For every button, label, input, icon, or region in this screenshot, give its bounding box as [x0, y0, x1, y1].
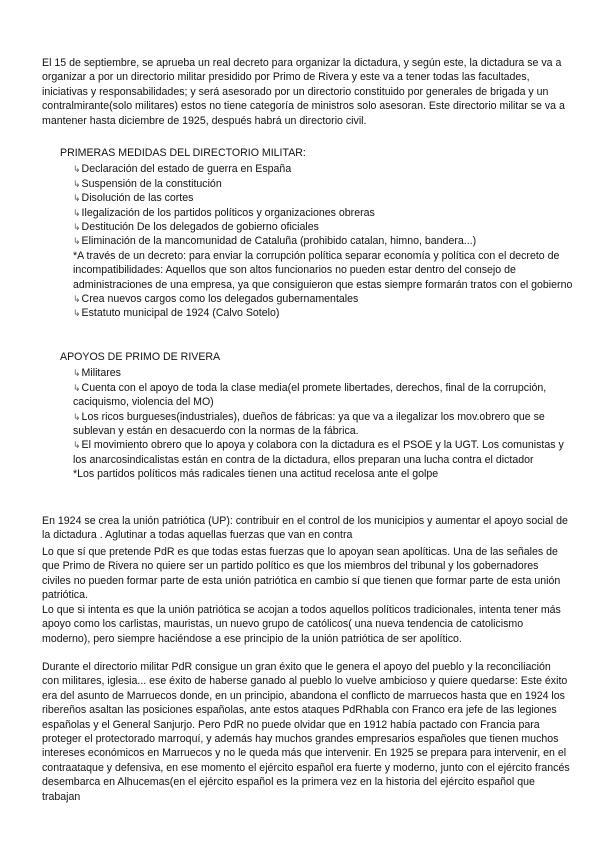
list-item — [73, 366, 575, 380]
intro-paragraph: El 15 de septiembre, se aprueba un real decreto para organizar la dictadura, y según este, la dictadura se va a organizar a por un directorio militar presidido por Primo de Rivera y este va a tener todas las facultades, iniciativas y responsabilidades; y será asesorado por un directorio constituido por generales de brigada y un contralmirante(solo militares) estos no tiene categoría de ministros solo asesoran. Este directorio militar se va a mantener hasta diciembre de 1925, después habrá un directorio civil. — [42, 57, 565, 127]
list-item-text: Estatuto municipal de 1924 (Calvo Sotelo) — [81, 307, 280, 320]
medidas-list — [60, 162, 575, 320]
list-item-text: Declaración del estado de guerra en España — [81, 163, 292, 176]
arrow-icon: ↳ — [73, 308, 81, 319]
list-item — [73, 438, 575, 467]
list-item — [73, 249, 575, 292]
arrow-icon: ↳ — [73, 164, 81, 175]
list-item-text: Cuenta con el apoyo de toda la clase media(el promete libertades, derechos, final de la corrupción, caciquismo, violencia del MO) — [73, 381, 547, 409]
list-item-text: Militares — [81, 367, 121, 380]
arrow-icon: ↳ — [73, 382, 81, 393]
medidas-heading: PRIMERAS MEDIDAS DEL DIRECTORIO MILITAR: — [60, 147, 306, 159]
list-item-text: Crea nuevos cargos como los delegados gubernamentales — [81, 293, 359, 306]
list-item-text: Destitución De los delegados de gobierno oficiales — [81, 221, 319, 234]
list-item — [73, 206, 575, 220]
marruecos-paragraph: Durante el directorio militar PdR consigue un gran éxito que le genera el apoyo del pueblo y la reconciliación con militares, iglesia... ese éxito de haberse ganado al pueblo lo vuelve ambicioso y quiere quedarse: Este éxito era del asunto de Marruecos donde, en un principio, abandona el conflicto de marruecos hasta que en 1924 los ribereños asaltan las posiciones españolas, ante estos ataques PdRhabla con Franco era jefe de las legiones españolas y el General Sanjurjo. Pero PdR no puede olvidar que en 1912 había pactado con Francia para proteger el protectorado marroquí, y además hay muchos grandes empresarios españoles que tienen muchos intereses económicos en Marruecos y no le queda más que intervenir. En 1925 se prepara para intervenir, en el contraataque y defensiva, en ese momento el ejército español era fuerte y moderno, junto con el ejército francés desembarca en Alhucemas(en el ejército español es la primera vez en la historia del ejército español que trabajan — [42, 661, 570, 803]
list-item-text: Ilegalización de los partidos políticos y organizaciones obreras — [81, 206, 375, 219]
arrow-icon: ↳ — [73, 207, 81, 218]
list-item — [73, 306, 575, 320]
list-item-text: *Los partidos políticos más radicales tienen una actitud recelosa ante el golpe — [73, 468, 439, 481]
list-item — [73, 467, 575, 481]
list-item-text: Eliminación de la mancomunidad de Cataluña (prohibido catalan, himno, bandera...) — [81, 235, 477, 248]
list-item-text: Suspensión de la constitución — [81, 177, 222, 190]
list-item — [73, 162, 575, 176]
medidas-section — [60, 146, 575, 321]
list-item — [73, 410, 575, 439]
list-item — [73, 177, 575, 191]
arrow-icon: ↳ — [73, 178, 81, 189]
union-patriotica-paragraph-3: Lo que si intenta es que la unión patriótica se acojan a todos aquellos políticos tradicionales, intenta tener más apoyo como los carlistas, mauristas, un nuevo grupo de católicos( una nueva tendencia de catolicismo moderno), pero siempre haciéndose a ese principio de la unión patriótica de ser apolítico. — [42, 604, 561, 645]
list-item-text: *A través de un decreto: para enviar la corrupción política separar economía y política con el decreto de incompatibilidades: Aquellos que son altos funcionarios no pueden estar dentro del consejo de administraciones de una empresa, ya que consiguieron que estas siempre formarán tratos con el gobierno — [73, 249, 573, 291]
apoyos-section — [60, 350, 575, 482]
arrow-icon: ↳ — [73, 368, 81, 379]
union-patriotica-paragraph-2: Lo que sí que pretende PdR es que todas estas fuerzas que lo apoyan sean apolíticas. Una de las señales de que Primo de Rivera no quiere ser un partido político es que los miembros del tribunal y los gobernadores civiles no pueden formar parte de esta unión patriótica en cambio sí que tienen que formar parte de esta unión patriótica. — [42, 546, 561, 602]
arrow-icon: ↳ — [73, 294, 81, 305]
arrow-icon: ↳ — [73, 222, 81, 233]
apoyos-heading: APOYOS DE PRIMO DE RIVERA — [60, 351, 221, 363]
list-item — [73, 234, 575, 248]
arrow-icon: ↳ — [73, 193, 81, 204]
list-item-text: Los ricos burgueses(industriales), dueños de fábricas: ya que va a ilegalizar los mov.obrero que se sublevan y están en desacuerdo con la normas de la fábrica. — [73, 410, 545, 438]
list-item-text: El movimiento obrero que lo apoya y colabora con la dictadura es el PSOE y la UGT. Los comunistas y los anarcosindicalistas están en contra de la dictadura, ellos preparan una lucha contra el dictador — [73, 439, 564, 466]
list-item-text: Disolución de las cortes — [81, 192, 194, 205]
apoyos-list — [60, 366, 575, 481]
list-item — [73, 220, 575, 234]
union-patriotica-paragraph-1: En 1924 se crea la unión patriótica (UP): contribuir en el control de los municipios y aumentar el apoyo social de la dictadura . Aglutinar a todas aquellas fuerzas que van en contra — [42, 515, 568, 542]
list-item — [73, 191, 575, 205]
arrow-icon: ↳ — [73, 236, 81, 247]
arrow-icon: ↳ — [73, 440, 81, 451]
list-item — [73, 292, 575, 306]
arrow-icon: ↳ — [73, 411, 81, 422]
list-item — [73, 381, 575, 410]
